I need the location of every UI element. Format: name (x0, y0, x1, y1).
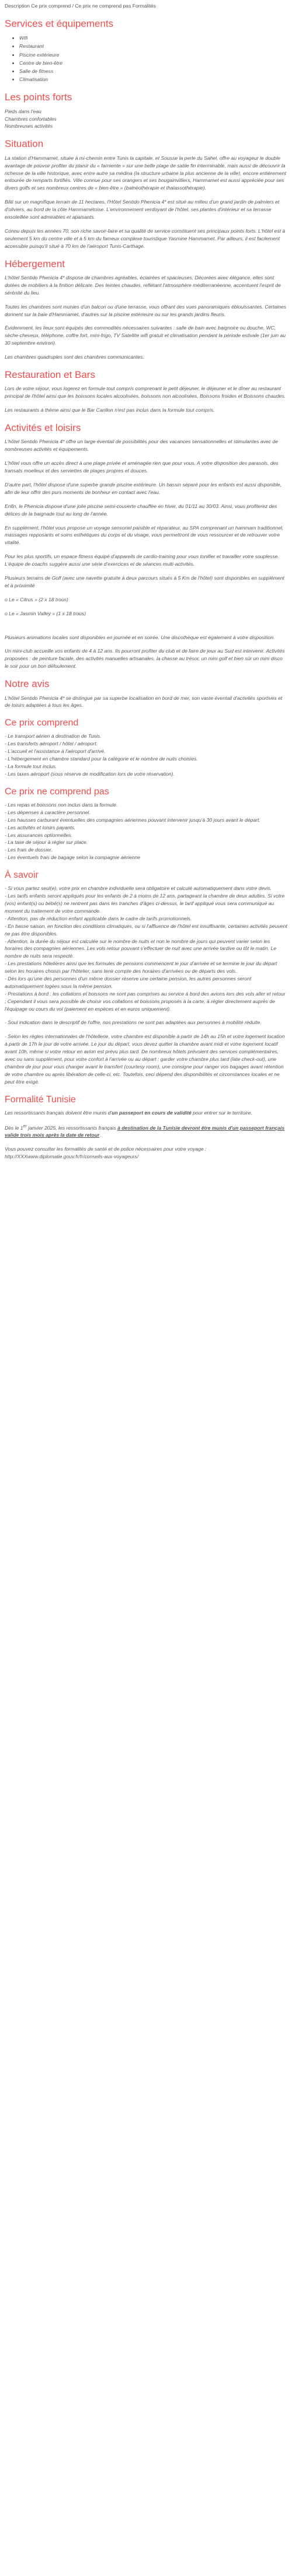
restaurants-title: Restauration et Bars (5, 369, 95, 380)
a-savoir-item: - Selon les règles internationales de l'hôtellerie, votre chambre est disponible à partir de 14h au 15h et votre logement location à partir de 17h le jour de votre arrivée. Le jour du départ, vous devez quitter la chambre avant midi et votre logement locatif avant 10h, même si votre retour en avion est prévu plus tard. De nombreux hôtels prévoient des services complémentaires, avec ou sans supplément, pour votre confort à l'arrivée ou au départ : garder votre chambre plus tard (late check-out), une chambre de jour pour vous changer avant le transfert (courtesy room), une consigne pour ranger vos bagages avant rétention de votre chambre ou après libération de celle-ci, etc. Toutefois, ceci dépend des disponibilités et circonstances locales et ne peut être exigé. (5, 1033, 285, 1085)
excluded-item: - La taxe de séjour à régler sur place. (5, 839, 88, 846)
activites-paragraph: L'hôtel vous offre un accès direct à une plage privée et aménagée rien que pour vous. A votre disposition des parasols, des transats moelleux et des serviettes de plages propres et douces. (5, 460, 279, 474)
formalites-text: pour entrer sur le territoire. (191, 1109, 252, 1116)
strong-point: Pieds dans l'eau (5, 108, 41, 114)
golf-course-line: o Le « Jasmin Valley » (1 x 18 trous) (5, 610, 86, 616)
included-item: - Les taxes aéroport (sous réserve de modification lors de votre réservation). (5, 770, 175, 777)
included-item: - Le transport aérien à destination de Tunis. (5, 733, 102, 739)
a-savoir-title: À savoir (5, 870, 39, 881)
activites-paragraph: Plusieurs terrains de Golf (avec une navette gratuite à deux parcours situés à 5 Km de l'hôtel) sont disponibles en supplément et à proximité (5, 575, 284, 588)
restaurants-paragraph: Lors de votre séjour, vous logerez en formule tout compris comprenant le petit déjeuner, le déjeuner et le dîner au restaurant principal de l'hôtel ainsi que les boissons locales alcoolisées, boissons non alcoolisées, Boissons froides et Boissons chaudes. (5, 385, 286, 399)
formalites-title: Formalité Tunisie (5, 1094, 76, 1105)
activites-paragraph: D'autre part, l'hôtel dispose d'une superbe grande piscine extérieure. Un bassin séparé pour les enfants est aussi disponible, afin de leur offrir des purs moments de bonheur en contact avec l'eau. (5, 481, 282, 495)
strong-point: Nombreuses activités (5, 123, 53, 129)
a-savoir-item: - Attention, pas de réduction enfant applicable dans le cadre de tarifs promotionnels. (5, 915, 192, 921)
activites-paragraph: Un mini-club accueille vos enfants de 4 à 12 ans. Ils pourront profiter du club et de faire de jeux au Sud est intervenir. Activités proposées : de peinture faciale, des activités manuelles artisanales, la chasse au trésor, un mini golf et bien sûr un mini disco le soir pour un bon défoulement. (5, 648, 285, 670)
excluded-item: - Les dépenses à caractère personnel. (5, 809, 91, 815)
avis-text: L'hôtel Sentido Phenicia 4* se distingue par sa superbe localisation en bord de mer, son vaste éventail d'activités sportives et de loisirs adaptées à tous les âges. (5, 695, 283, 709)
service-item: • Restaurant (19, 42, 287, 50)
hebergement-paragraph: L'hôtel Sentido Phenicia 4* dispose de chambres agréables, éclairées et spacieuses. Décorées avec élégance, elles sont dotées de mobiliers à la finition délicate. Des teintes chaudes, reflétant l'atmosphère méditerranéenne, accentuent l'esprit de sérénité du lieu. (5, 274, 281, 296)
a-savoir-item: - Soul indication dans le descriptif de l'offre, nos prestations ne sont pas adaptées aux personnes à mobilité réduite. (5, 1019, 262, 1026)
activites-paragraph: En supplément, l'hôtel vous propose un voyage sensoriel paisible et réparateur, au SPA comprenant un hammam traditionnel, massages repposants et soins esthétiques du corps et du visage, vous permettront de vous ressourcer et de retrouver votre vitalité. (5, 524, 284, 546)
restaurants-body (5, 385, 287, 414)
formalites-bold: un passeport en cours de validité (112, 1109, 192, 1116)
included-item: - Les transferts aéroport / hôtel / aéroport. (5, 741, 98, 747)
a-savoir-item: - Dès lors qu'une des personnes d'un même dossier réserve une certaine pension, les autres personnes seront automatiquement logées sous la même pension. (5, 976, 252, 989)
service-item: • Centre de bien-être (19, 59, 287, 67)
included-item: - L'accueil et l'assistance à l'aéroport d'arrivé. (5, 748, 106, 755)
a-savoir-item: - En basse saison, en fonction des conditions climatiques, ou si l'affluence de l'hôtel est insuffisante, certaines activités peuvent ne pas être disponibles. (5, 923, 287, 937)
prix-ne-comprend-title: Ce prix ne comprend pas (5, 786, 109, 797)
situation-paragraph: Connu depuis les années 70, son riche savoir-faire et sa qualité de service constituent ses principaux points forts. L'hôtel est à seulement 5 km du centre ville et à 5 km du fameux complexe touristique Yasmine Hammamet. Par ailleurs, il est facilement accessible puisqu'il situé à 70 km de l'aéroport Tunis-Carthage. (5, 227, 286, 249)
included-item: - La formule tout inclus. (5, 763, 57, 770)
formalites-link-paragraph[interactable]: Vous pouvez consulter les formalités de santé et de police nécessaires pour votre voyage : http://XXXwww.diplomatie.gouv.fr/fr/conseils-aux-voyageurs/ (5, 1146, 207, 1160)
formalites-text: Dès le 1 (5, 1124, 23, 1131)
avis-title: Notre avis (5, 678, 50, 690)
situation-paragraph: La station d'Hammamet, située à mi-chemin entre Tunis la capitale, et Sousse la perle du Sahel, offre au voyageur le double avantage de pouvoir profiter du plaisir du « farniente » sur une belle plage de sable fin interminable, mais aussi de découvrir la richesse de la ville historique, avec entre autre sa médina (la structure urbaine la plus ancienne de la ville), encore entièrement entourée de remparts fortifiés. Ville connue pour ses orangers et ses bougainvilliers, Hammamet est aussi appréciée pour ses divers golfs et ses nombreux centres de « bien-être » (balnéothérapie et thalassothérapie). (5, 155, 286, 191)
page (0, 0, 292, 1179)
a-savoir-item: - Si vous partez seul(e), votre prix en chambre individuelle sera obligatoire et calculé automatiquement dans votre devis. (5, 885, 272, 892)
a-savoir-item: - Attention, la durée du séjour est calculée sur le nombre de nuits et non le nombre de jours qui peuvent varier selon les horaires des compagnies aériennes. Les vols retour pouvant s'effectuer de nuit avec une arrivée tardive ou tôt le matin. Le nombre de nuits sera respecté. (5, 938, 277, 959)
tab-links-line[interactable]: Description Ce prix comprend / Ce prix ne comprend pas Formalités (5, 3, 156, 9)
prix-ne-comprend-list (5, 801, 287, 861)
strong-point: Chambres confortables (5, 115, 57, 122)
service-item: • Salle de fitness (19, 67, 287, 75)
formalites-paragraph-passport (5, 1109, 287, 1117)
service-item: • Climatisation (19, 75, 287, 83)
a-savoir-item: - Prestations à bord : les collations et boissons ne sont pas comprises au service à bord des avions lors des vols aller et retour ; Cependant il vous sera possible de choisir vos collations et boissons proposés à la carte, à régler directement auprès de l'équipage ou cours du vol (paiement en espèces et en euros uniquement). (5, 990, 286, 1012)
hebergement-body (5, 274, 287, 361)
formalites-body (5, 1109, 287, 1161)
formalites-sup: er (23, 1123, 27, 1128)
included-item: - L'hébergement en chambre standard pour la catégorie et le nombre de nuits choisies. (5, 756, 198, 762)
excluded-item: - Les repas et boissons non inclus dans la formule. (5, 802, 118, 808)
activites-paragraph: Plusieurs animations locales sont disponibles en journée et en soirée. Une discothèque est également à votre disposition. (5, 634, 275, 640)
excluded-item: - Les frais de dossier. (5, 847, 53, 853)
hebergement-title: Hébergement (5, 258, 65, 269)
service-item: • Piscine extérieure (19, 51, 287, 59)
excluded-item: - Les hausses carburant éventuelles des compagnies aériennes pouvant intervenir jusqu'à 30 jours avant le départ. (5, 816, 260, 823)
activites-paragraph: Pour les plus sportifs, un espace fitness équipé d'appareils de cardio-training pour vous tonifier et travailler votre souplesse. L'équipe de coachs suggère aussi une série d'exercices et de séances multi-activités. (5, 553, 279, 567)
hebergement-paragraph: Les chambres quadruples sont des chambres communicantes. (5, 354, 144, 360)
formalites-paragraph-2025 (5, 1123, 287, 1140)
services-list (5, 34, 287, 83)
formalites-bold: à destination de la Tunisie devront être munis d'un passeport français valide trois mois après la date de retour (5, 1124, 285, 1138)
formalites-text: janvier 2025, les ressortissants français (26, 1124, 118, 1131)
golf-course-line: o Le « Citrus » (2 x 18 trous) (5, 596, 68, 602)
activites-body (5, 438, 287, 670)
services-title: Services et équipements (5, 17, 114, 29)
formalites-text: Les ressortissants français doivent être munis d' (5, 1109, 112, 1116)
avis-body (5, 695, 287, 710)
situation-paragraph: Bâti sur un magnifique terrain de 11 hectares, l'Hôtel Sentido Phenicia 4* est situé au milieu d'un grand jardin de palmiers et d'oliviers, au bord de la côte Hammamétoise. L'environnement verdoyant de l'hôtel, ses plantes d'intérieur et sa terrasse ensoleillée sont admirables et apaisants. (5, 199, 280, 220)
a-savoir-list (5, 885, 287, 1085)
hebergement-paragraph: Évidemment, les lieux sont équipés des commodités nécessaires suivantes : salle de bain avec baignoire ou douche, WC, sèche-cheveux, téléphone, coffre fort, mini-frigo, TV Satellite wifi gratuit et climatisation pendant la période estivale (1er juin au 30 septembre environ). (5, 325, 286, 346)
situation-title: Situation (5, 138, 44, 150)
situation-body (5, 155, 287, 250)
excluded-item: - Les activités et loisirs payants. (5, 824, 76, 830)
excluded-item: - Les assurances optionnelles. (5, 832, 73, 838)
restaurants-paragraph: Les restaurants à thème ainsi que le Bar Carillon n'est pas inclus dans la formule tout compris. (5, 407, 215, 413)
strong-points-list (5, 108, 287, 131)
activites-title: Activités et loisirs (5, 422, 81, 434)
a-savoir-item: - Les prestations hôtelières ainsi que les formules de pensions commencent le jour d'arrivée et se termine le jour du départ selon les horaires choisis par l'hôtelier, sans tenir compte des horaires d'arrivées ou de départs des vols. (5, 961, 277, 975)
activites-paragraph: Enfin, le Phenicia dispose d'une jolie piscine semi-couverte chauffée en hiver, du 01/11 au 30/03. Ainsi, vous profiterez des délices de la baignade tout au long de l'année. (5, 503, 277, 517)
hebergement-paragraph: Toutes les chambres sont munies d'un balcon ou d'une terrasse, vous offrant des vues panoramiques éblouissantes. Certaines donnent sur la baie d'Hammamet, d'autres sur la piscine extérieure ou sur les grands jardins fleuris. (5, 303, 287, 317)
formalites-text: . (99, 1132, 101, 1138)
service-item: • Wifi (19, 34, 287, 42)
activites-paragraph: L'hôtel Sentido Phenicia 4* offre un large éventail de possibilités pour des vacances sensationnelles et stimulantes avec de nombreuses activités et équipements. (5, 439, 278, 453)
strong-points-title: Les points forts (5, 92, 72, 103)
prix-comprend-title: Ce prix comprend (5, 718, 79, 728)
a-savoir-item: - Les tarifs enfants seront appliqués pour les enfants de 2 à moins de 12 ans, partageant la chambre de deux adultes. Si votre (vos) enfant(s) ou bébé(s) ne rentrent pas dans les tranches d'âges ci-dessus, le tarif appliqué vous sera communiqué au moment du traitement de votre commande. (5, 893, 285, 914)
excluded-item: - Les éventuels frais de bagage selon la compagnie aérienne (5, 854, 141, 861)
prix-comprend-list (5, 733, 287, 777)
